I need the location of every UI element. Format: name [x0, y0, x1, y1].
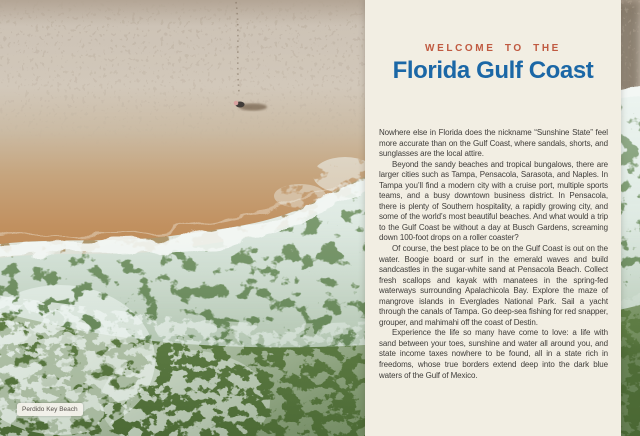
article-paragraph: Nowhere else in Florida does the nickname “Sunshine State” feel more accurate than on the Gulf Coast, where sandals, shorts, and sunglasses are the local attire.	[379, 128, 608, 159]
article-paragraph: Experience the life so many have come to love: a life with sand between your toes, sunshine and water all around you, and state income taxes nowhere to be found, all in a state rich in freedoms, whose true borders extend deep into the dark blue waters of the Gulf of Mexico.	[379, 328, 608, 380]
foam-splash	[274, 184, 326, 208]
article-paragraph: Of course, the best place to be on the Gulf Coast is out on the water. Boogie board or surf in the emerald waves and build sandcastles in the sugar-white sand at Pensacola Beach. Collect fresh scallops and kayak with manatees in the spring-fed waterways surrounding Apalachicola Bay. Explore the maze of mangrove islands in Everglades National Park. Sail a yacht through the canals of Tampa. Go deep-sea fishing for red snapper, grouper, and mahimahi off the coast of Destin.	[379, 244, 608, 327]
walker-head	[234, 101, 239, 106]
photo-caption-label: Perdido Key Beach	[17, 403, 83, 416]
article-title: Florida Gulf Coast	[392, 57, 594, 84]
article-paragraph: Beyond the sandy beaches and tropical bungalows, there are larger cities such as Tampa, Pensacola, Sarasota, and Naples. In Tampa you’ll find a modern city with a cruise port, multiple sports teams, and a busy downtown business district. In Pensacola, there is plenty of Southern hospitality, a rapidly growing city, and some of the world’s most beautiful beaches. And what would a trip to the Gulf Coast be without a day at Busch Gardens, screaming down 100-foot drops on a roller coaster?	[379, 159, 608, 243]
article-panel	[365, 0, 621, 436]
article-body	[379, 128, 608, 381]
article-kicker: WELCOME TO THE	[425, 43, 561, 54]
